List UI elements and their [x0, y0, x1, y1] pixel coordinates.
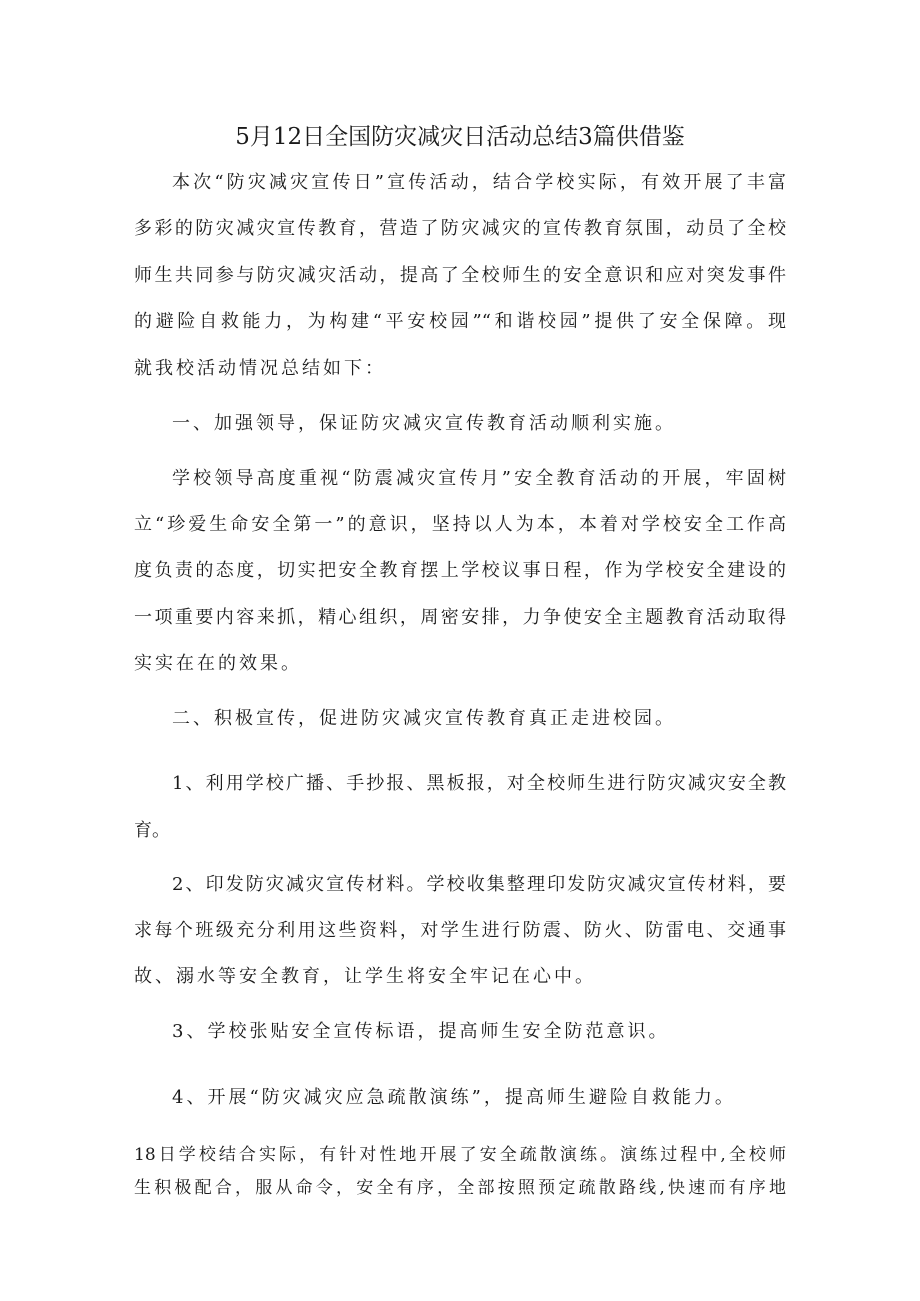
body-line: 3、学校张贴安全宣传标语，提高师生安全防范意识。 [172, 1021, 670, 1042]
body-line: 2、印发防灾减灾宣传材料。学校收集整理印发防灾减灾宣传材料，要 [172, 874, 786, 895]
body-line: 育。 [134, 820, 170, 841]
body-line: 度负责的态度，切实把安全教育摆上学校议事日程，作为学校安全建设的 [134, 560, 786, 581]
body-line: 1、利用学校广播、手抄报、黑板报，对全校师生进行防灾减灾安全教 [172, 773, 786, 794]
body-line: 多彩的防灾减灾宣传教育，营造了防灾减灾的宣传教育氛围，动员了全校 [134, 218, 786, 239]
body-line: 学校领导高度重视“防震减灾宣传月”安全教育活动的开展，牢固树 [172, 468, 786, 489]
body-line: 一项重要内容来抓，精心组织，周密安排，力争使安全主题教育活动取得 [134, 607, 786, 628]
body-line: 立“珍爱生命安全第一”的意识，坚持以人为本，本着对学校安全工作高 [134, 514, 786, 535]
body-line: 就我校活动情况总结如下： [134, 358, 386, 379]
body-line: 的避险自救能力，为构建“平安校园”“和谐校园”提供了安全保障。现 [134, 311, 786, 332]
body-line: 生积极配合，服从命令，安全有序，全部按照预定疏散路线,快速而有序地 [134, 1178, 786, 1198]
document-title: 5月12日全国防灾减灾日活动总结3篇供借鉴 [235, 124, 685, 150]
body-line: 本次“防灾减灾宣传日”宣传活动，结合学校实际，有效开展了丰富 [172, 172, 786, 193]
section-heading: 一、加强领导，保证防灾减灾宣传教育活动顺利实施。 [172, 413, 676, 434]
section-heading: 二、积极宣传，促进防灾减灾宣传教育真正走进校园。 [172, 708, 676, 729]
body-line: 求每个班级充分利用这些资料，对学生进行防震、防火、防雷电、交通事 [134, 920, 786, 941]
body-line: 故、溺水等安全教育，让学生将安全牢记在心中。 [134, 966, 596, 987]
body-line: 18日学校结合实际，有针对性地开展了安全疏散演练。演练过程中,全校师 [134, 1145, 786, 1165]
body-line: 4、开展“防灾减灾应急疏散演练”，提高师生避险自救能力。 [172, 1087, 736, 1108]
body-line: 实实在在的效果。 [134, 653, 302, 674]
body-line: 师生共同参与防灾减灾活动，提高了全校师生的安全意识和应对突发事件 [134, 265, 786, 286]
